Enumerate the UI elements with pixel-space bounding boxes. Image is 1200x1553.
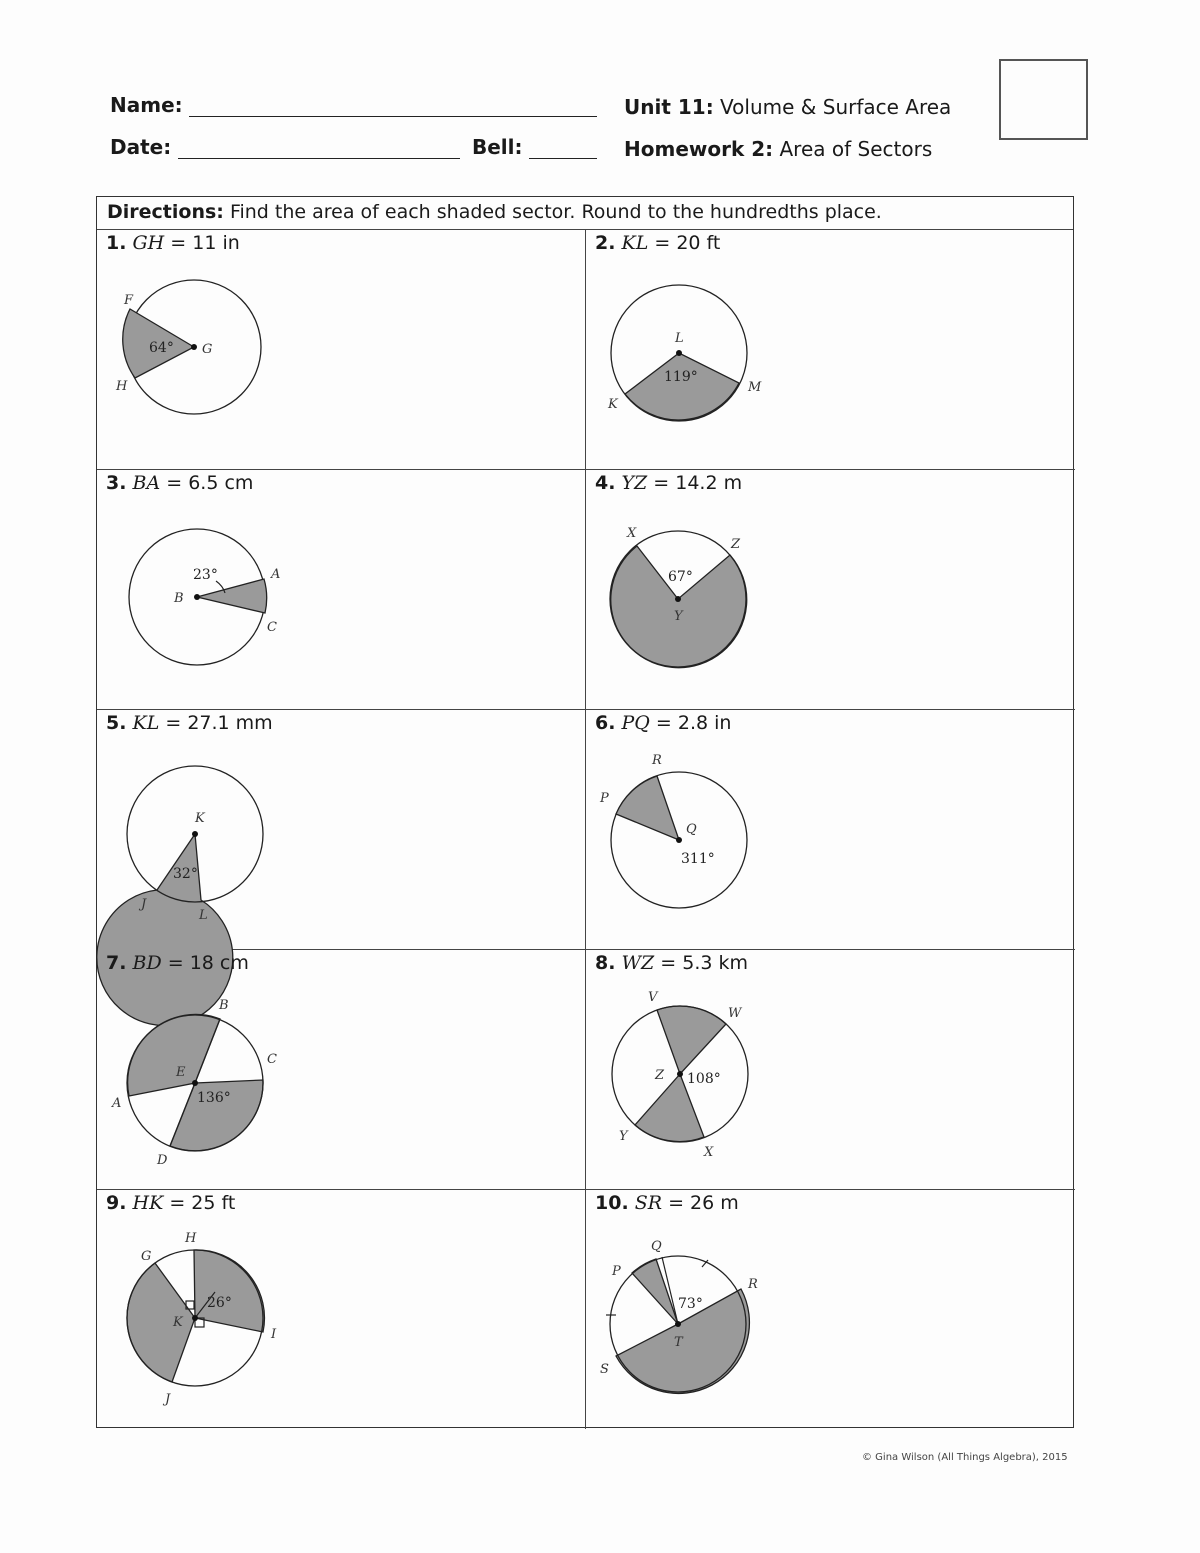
- svg-text:A: A: [271, 567, 281, 582]
- svg-text:Z: Z: [731, 537, 741, 552]
- svg-text:32°: 32°: [173, 866, 198, 882]
- date-label: Date:: [110, 135, 172, 159]
- problem-10: [586, 1190, 1075, 1429]
- problem-label: 4. YZ = 14.2 m: [595, 472, 743, 494]
- bell-label: Bell:: [471, 135, 523, 159]
- circle-diagram: [586, 710, 1075, 950]
- svg-text:W: W: [728, 1006, 742, 1021]
- problem-label: 10. SR = 26 m: [595, 1192, 739, 1214]
- svg-text:G: G: [202, 342, 213, 357]
- svg-text:H: H: [116, 379, 128, 394]
- copyright: © Gina Wilson (All Things Algebra), 2015: [862, 1452, 1068, 1463]
- problem-4: [586, 470, 1075, 710]
- problem-label: 9. HK = 25 ft: [106, 1192, 236, 1214]
- circle-diagram: [97, 710, 586, 950]
- circle-diagram: [97, 950, 586, 1190]
- problem-5: [97, 710, 586, 950]
- directions-label: Directions:: [107, 201, 224, 223]
- svg-text:67°: 67°: [668, 569, 693, 585]
- unit-name: Volume & Surface Area: [720, 95, 952, 119]
- problem-6: [586, 710, 1075, 950]
- circle-diagram: [586, 230, 1075, 470]
- problem-3: [97, 470, 586, 710]
- svg-text:Q: Q: [686, 822, 697, 837]
- unit-title: [624, 95, 951, 119]
- unit-label: Unit 11:: [624, 95, 714, 119]
- svg-text:26°: 26°: [207, 1295, 232, 1311]
- svg-text:A: A: [112, 1096, 122, 1111]
- svg-text:L: L: [675, 331, 684, 346]
- svg-text:C: C: [267, 620, 277, 635]
- svg-text:S: S: [600, 1362, 609, 1377]
- svg-text:R: R: [748, 1277, 758, 1292]
- problem-label: 1. GH = 11 in: [106, 232, 240, 254]
- directions: [97, 197, 1073, 230]
- score-box[interactable]: [999, 59, 1088, 140]
- svg-text:108°: 108°: [687, 1071, 721, 1087]
- circle-diagram: [586, 470, 1075, 710]
- homework-label: Homework 2:: [624, 137, 774, 161]
- svg-text:G: G: [141, 1249, 152, 1264]
- svg-text:I: I: [271, 1327, 277, 1342]
- svg-text:P: P: [600, 791, 609, 806]
- svg-text:H: H: [185, 1231, 197, 1246]
- svg-text:Y: Y: [619, 1129, 628, 1144]
- problem-8: [586, 950, 1075, 1190]
- svg-text:P: P: [612, 1264, 621, 1279]
- date-field[interactable]: [178, 138, 460, 159]
- svg-text:J: J: [165, 1392, 171, 1407]
- circle-diagram: [586, 950, 1075, 1190]
- problem-label: 8. WZ = 5.3 km: [595, 952, 749, 974]
- svg-text:X: X: [627, 526, 637, 541]
- svg-text:X: X: [704, 1145, 714, 1160]
- circle-diagram: [97, 1190, 586, 1429]
- problem-label: 5. KL = 27.1 mm: [106, 712, 273, 734]
- svg-text:V: V: [648, 990, 658, 1005]
- svg-text:K: K: [173, 1315, 183, 1330]
- problem-label: 2. KL = 20 ft: [595, 232, 721, 254]
- circle-diagram: [97, 230, 586, 470]
- svg-text:136°: 136°: [197, 1090, 231, 1106]
- name-label: Name:: [110, 93, 183, 117]
- svg-text:Z: Z: [655, 1068, 665, 1083]
- directions-text: Find the area of each shaded sector. Round to the hundredths place.: [229, 201, 882, 223]
- svg-text:J: J: [141, 897, 147, 912]
- svg-text:119°: 119°: [664, 369, 698, 385]
- svg-text:E: E: [176, 1065, 186, 1080]
- bell-field[interactable]: [529, 138, 597, 159]
- homework-name: Area of Sectors: [779, 137, 933, 161]
- problem-label: 6. PQ = 2.8 in: [595, 712, 732, 734]
- svg-text:Y: Y: [674, 609, 683, 624]
- problem-1: [97, 230, 586, 470]
- svg-text:311°: 311°: [681, 851, 715, 867]
- svg-text:Q: Q: [651, 1239, 662, 1254]
- date-row: [110, 135, 597, 159]
- name-field[interactable]: [189, 96, 597, 117]
- homework-title: [624, 137, 932, 161]
- svg-text:K: K: [608, 397, 618, 412]
- svg-text:64°: 64°: [149, 340, 174, 356]
- problem-7: [97, 950, 586, 1190]
- problem-2: [586, 230, 1075, 470]
- problem-label: 7. BD = 18 cm: [106, 952, 249, 974]
- problem-grid: [96, 196, 1074, 1428]
- problem-9: [97, 1190, 586, 1429]
- svg-text:B: B: [219, 998, 229, 1013]
- svg-text:T: T: [674, 1335, 683, 1350]
- svg-text:F: F: [124, 293, 134, 308]
- svg-text:D: D: [157, 1153, 168, 1168]
- svg-text:C: C: [267, 1052, 277, 1067]
- svg-text:R: R: [652, 753, 662, 768]
- svg-text:B: B: [174, 591, 184, 606]
- svg-text:M: M: [748, 380, 762, 395]
- svg-text:L: L: [199, 908, 208, 923]
- svg-text:73°: 73°: [678, 1296, 703, 1312]
- name-row: [110, 93, 597, 117]
- circle-diagram: [97, 470, 586, 710]
- problem-label: 3. BA = 6.5 cm: [106, 472, 254, 494]
- svg-text:23°: 23°: [193, 567, 218, 583]
- circle-diagram: [586, 1190, 1075, 1429]
- svg-text:K: K: [195, 811, 205, 826]
